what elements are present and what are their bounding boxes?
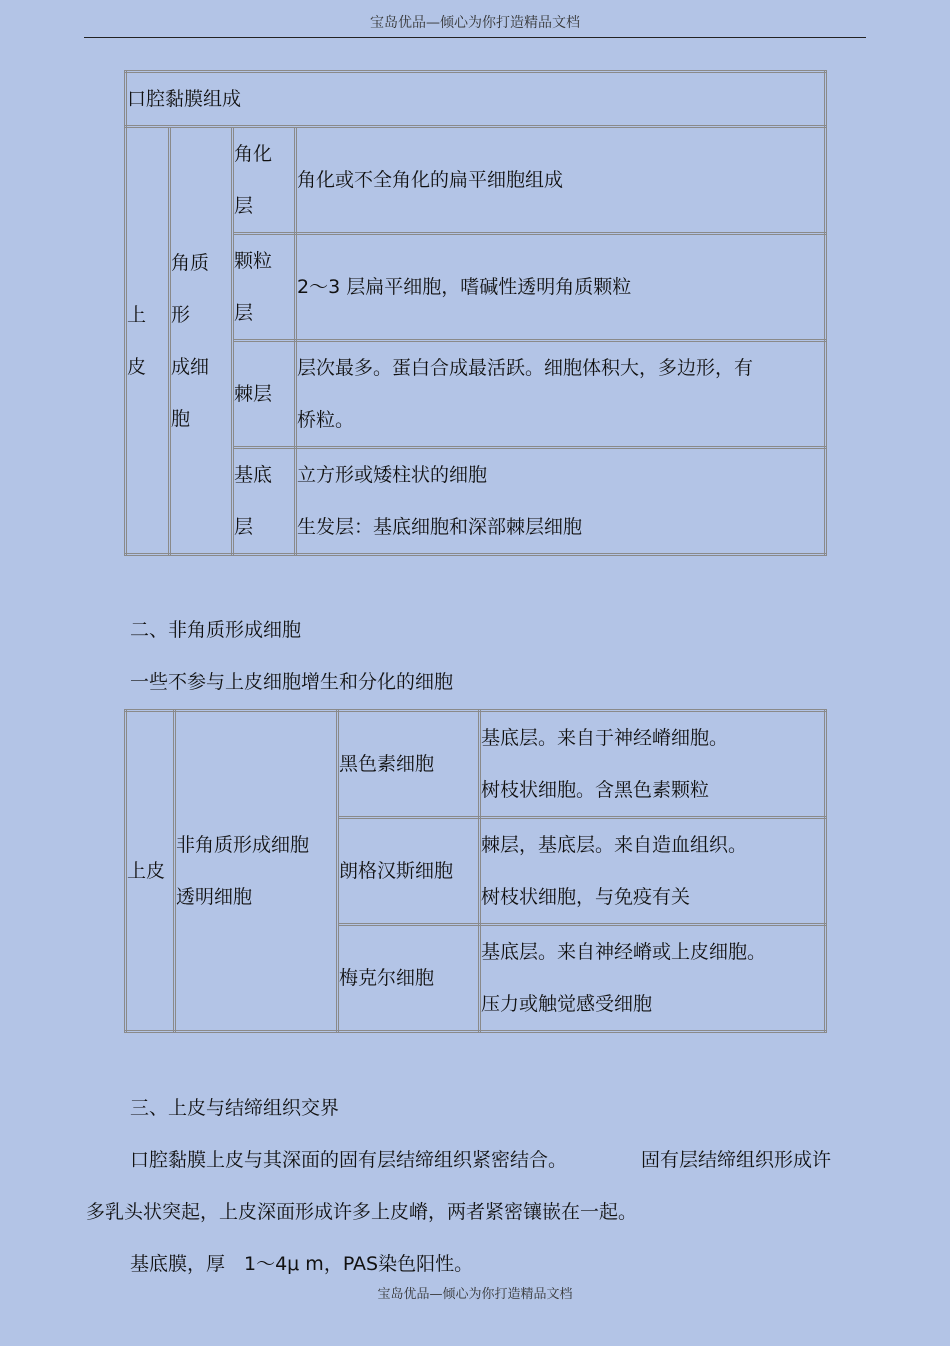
non-keratinocyte-label: 非角质形成细胞 透明细胞: [175, 711, 338, 1032]
epithelium-label: 上 皮: [126, 127, 170, 555]
layer-description: 2～3 层扁平细胞，嗜碱性透明角质颗粒: [296, 234, 826, 341]
oral-mucosa-table: [124, 70, 827, 556]
section2-heading: 二、非角质形成细胞: [130, 619, 302, 641]
page-header: 宝岛优品—倾心为你打造精品文档: [370, 15, 580, 31]
section3-paragraph-line1: 口腔黏膜上皮与其深面的固有层结缔组织紧密结合。: [130, 1149, 568, 1171]
section3-paragraph-line1-cont: 固有层结缔组织形成许: [641, 1149, 832, 1171]
cell-type: 黑色素细胞: [338, 711, 480, 818]
layer-name: 基底 层: [233, 448, 296, 555]
cell-description: 棘层，基底层。来自造血组织。 树枝状细胞，与免疫有关: [480, 818, 826, 925]
layer-description: 角化或不全角化的扁平细胞组成: [296, 127, 826, 234]
non-keratinocyte-table: [124, 709, 827, 1033]
cell-description: 基底层。来自于神经嵴细胞。 树枝状细胞。含黑色素颗粒: [480, 711, 826, 818]
header-rule: [84, 37, 866, 38]
section2-intro: 一些不参与上皮细胞增生和分化的细胞: [130, 671, 454, 693]
layer-description: 立方形或矮柱状的细胞 生发层：基底细胞和深部棘层细胞: [296, 448, 826, 555]
epithelium-label: 上皮: [126, 711, 175, 1032]
keratinocyte-label: 角质 形 成细 胞: [170, 127, 233, 555]
layer-description: 层次最多。蛋白合成最活跃。细胞体积大，多边形，有 桥粒。: [296, 341, 826, 448]
cell-description: 基底层。来自神经嵴或上皮细胞。 压力或触觉感受细胞: [480, 925, 826, 1032]
basement-membrane-text: 基底膜，厚 1～4μ m，PAS染色阳性。: [130, 1253, 474, 1275]
cell-type: 朗格汉斯细胞: [338, 818, 480, 925]
cell-type: 梅克尔细胞: [338, 925, 480, 1032]
page-footer: 宝岛优品—倾心为你打造精品文档: [377, 1287, 573, 1302]
section3-heading: 三、上皮与结缔组织交界: [130, 1097, 340, 1119]
layer-name: 角化 层: [233, 127, 296, 234]
section3-paragraph-line2: 多乳头状突起，上皮深面形成许多上皮嵴，两者紧密镶嵌在一起。: [86, 1201, 638, 1223]
layer-name: 颗粒 层: [233, 234, 296, 341]
layer-name: 棘层: [233, 341, 296, 448]
table-title: 口腔黏膜组成: [126, 72, 826, 127]
